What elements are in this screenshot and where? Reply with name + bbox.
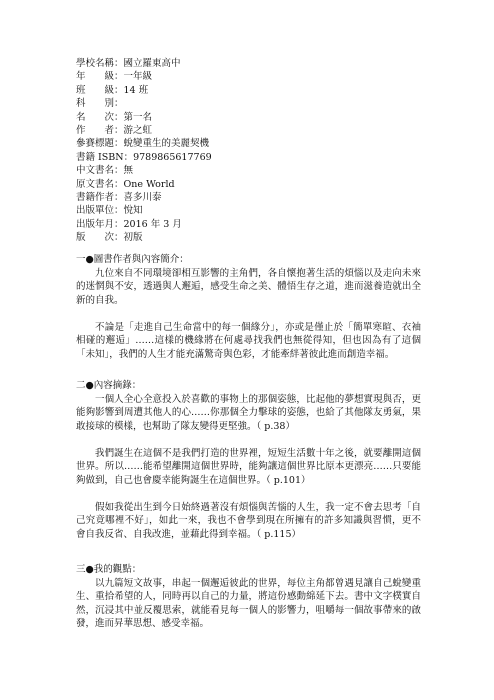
info-label: 出版年月： [76, 218, 124, 230]
section-heading: 二●內容摘錄： [76, 380, 142, 391]
info-label: 原文書名： [76, 178, 124, 190]
section-heading: 三●我的觀點： [76, 564, 142, 575]
info-row-publisher [76, 204, 436, 217]
info-value: 國立羅東高中 [123, 58, 181, 69]
paragraph: 一個人全心全意投入於喜歡的事物上的那個姿態，比起他的夢想實現與否，更能夠影響到周遭其他人的心……你那個全力擊球的姿態，也給了其他隊友勇氣，果敢接球的模樣，也幫助了隊友變得更堅強。（ p.38） [76, 393, 421, 432]
info-label: 書籍作者： [76, 192, 124, 204]
info-label: 作 者： [76, 125, 124, 137]
section-intro [76, 253, 421, 361]
info-value: 第一名 [123, 111, 153, 123]
info-label: 中文書名： [76, 165, 124, 177]
book-info-block [76, 57, 436, 245]
section-opinion [76, 563, 421, 631]
info-label: 出版單位： [76, 205, 124, 217]
info-label: 書籍 ISBN： [76, 151, 134, 163]
info-label: 班 級： [76, 84, 124, 96]
info-value: 游之虹 [123, 125, 153, 137]
info-label: 版 次： [76, 232, 124, 244]
info-row-school [76, 57, 436, 70]
info-row-entry-title [76, 137, 436, 150]
section-excerpt [76, 379, 421, 541]
info-label: 年 級： [76, 71, 124, 83]
info-value: 初版 [123, 232, 143, 244]
info-row-author [76, 124, 436, 137]
info-row-edition [76, 231, 436, 244]
info-value: 14 班 [123, 84, 149, 96]
info-value: 蛻變重生的美麗契機 [123, 138, 210, 150]
paragraph: 以九篇短文故事，串起一個邂逅彼此的世界，每位主角都曾遇見讓自己蛻變重生、重拾希望的人，同時再以自己的力量，將這份感動綿延下去。書中文字樸實自然，沉浸其中並反覆思索，就能看見每一個人的影響力，咀嚼每一個故事帶來的啟發，進而昇華思想、感受幸福。 [76, 577, 421, 629]
info-label: 科 別： [76, 98, 124, 110]
info-value: 無 [123, 165, 134, 177]
info-value: 2016 年 3 月 [123, 218, 182, 230]
paragraph: 我們誕生在這個不是我們打造的世界裡，短短生活數十年之後，就要離開這個世界。所以……能希望離開這個世界時，能夠讓這個世界比原本更漂亮……只要能夠做到，自己也會慶幸能夠誕生在這個世界。（ p.101） [76, 447, 421, 486]
info-row-grade [76, 70, 436, 83]
info-label: 學校名稱： [76, 58, 124, 69]
paragraph: 九位來自不同環境卻相互影響的主角們，各自懷抱著生活的煩惱以及走向未來的迷惘與不安，透過與人邂逅，感受生命之美、體悟生存之道，進而滋養造就出全新的自我。 [76, 267, 421, 306]
info-value: One World [123, 178, 175, 190]
paragraph: 假如我從出生到今日始終過著沒有煩惱與苦惱的人生，我一定不會去思考「自己究竟哪裡不好」，如此一來，我也不會學到現在所擁有的許多知識與習慣，更不會自我反省、自我改進，並藉此得到幸福。（ p.115） [76, 501, 421, 540]
info-row-publish-date [76, 218, 436, 231]
info-label: 參賽標題： [76, 138, 124, 150]
info-value: 9789865617769 [133, 151, 212, 163]
info-row-original-title [76, 178, 436, 191]
info-row-department [76, 97, 436, 110]
section-heading: 一●圖書作者與內容簡介： [76, 254, 189, 265]
info-row-chinese-title [76, 164, 436, 177]
info-value: 悅知 [123, 205, 143, 217]
paragraph: 不論是「走進自己生命當中的每一個緣分」，亦或是僅止於「簡單寒暄、衣袖相碰的邂逅」……這樣的機緣將在何處尋找我們也無從得知，但也因為有了這個「未知」，我們的人生才能充滿驚奇與色彩，才能牽絆著彼此進而創造幸福。 [76, 321, 421, 360]
info-value: 喜多川泰 [123, 192, 162, 204]
info-label: 名 次： [76, 111, 124, 123]
info-row-rank [76, 111, 436, 124]
info-row-class [76, 84, 436, 97]
info-row-book-author [76, 191, 436, 204]
info-row-isbn [76, 151, 436, 164]
info-value: 一年級 [123, 71, 153, 83]
